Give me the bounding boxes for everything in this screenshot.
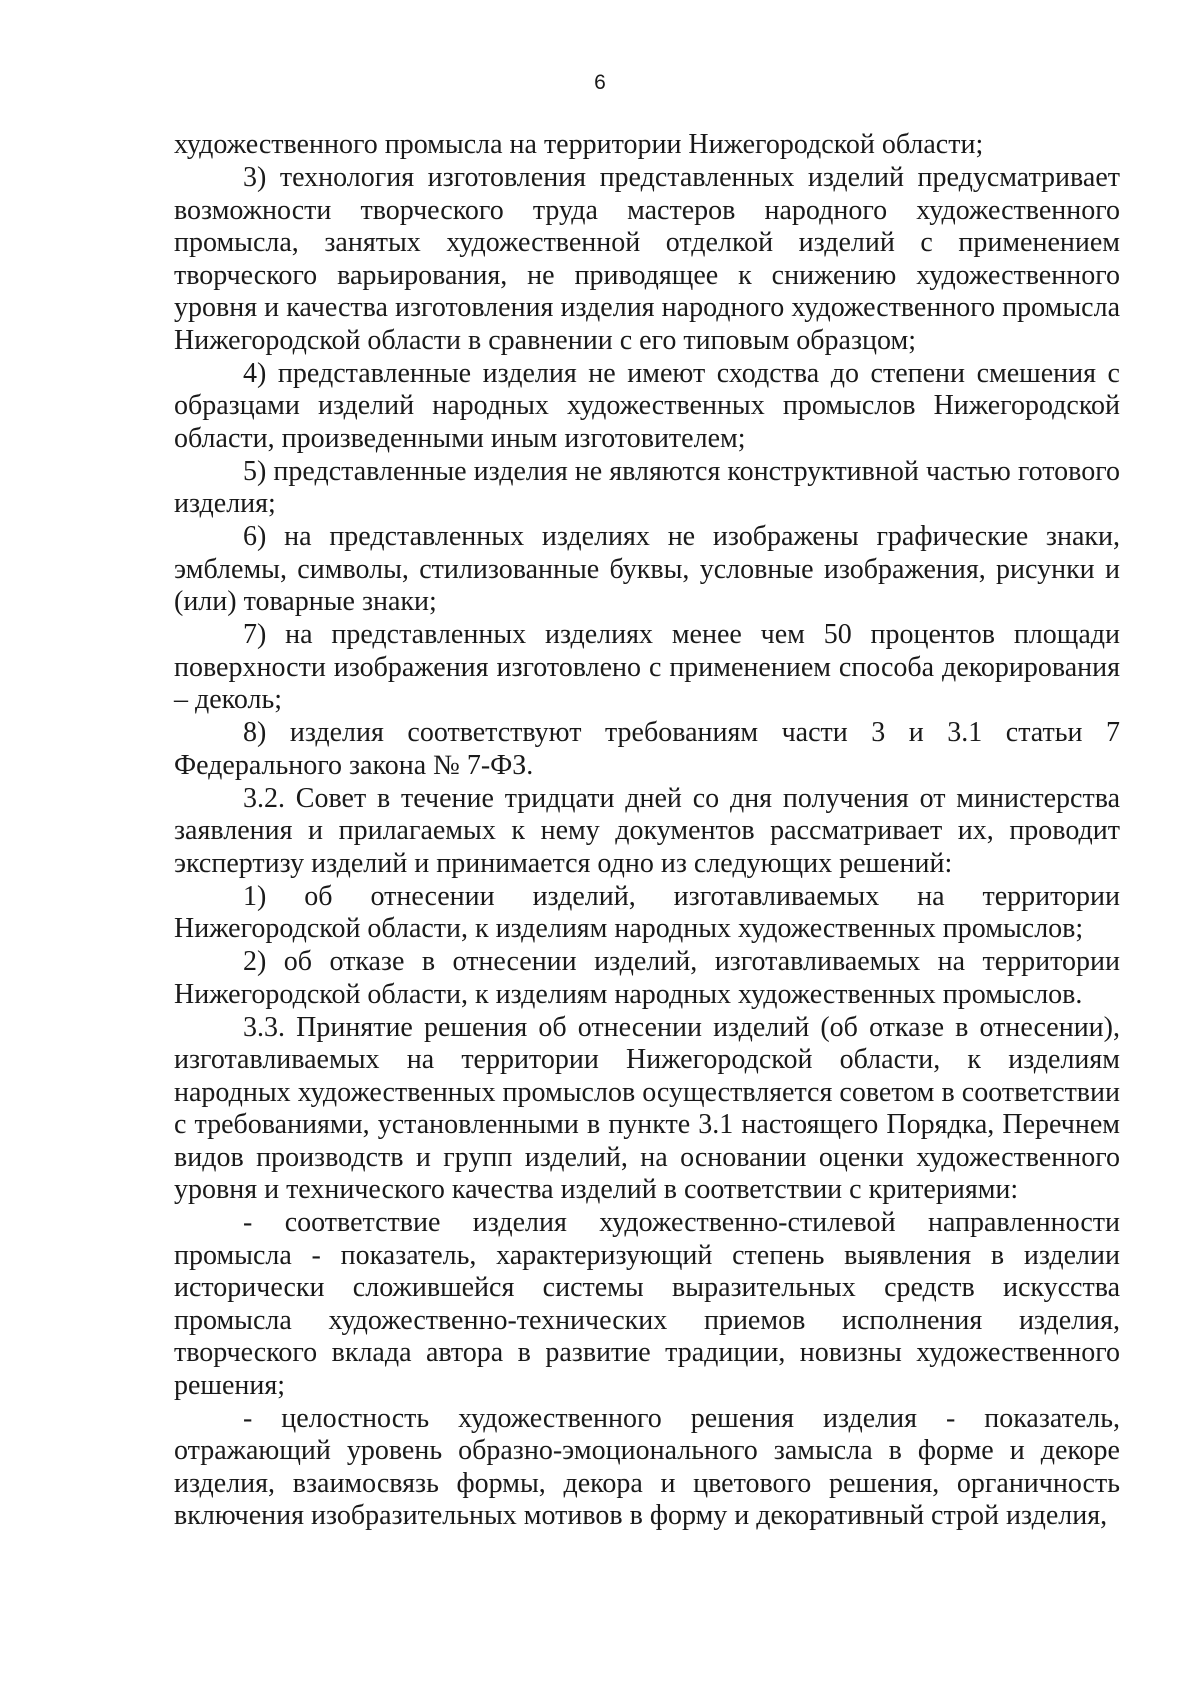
paragraph-item-3: 3) технология изготовления представленных изделий предусматривает возможности творческого труда мастеров народного художественного промысла, занятых художественной отделкой изделий с применением творческого варьирования, не приводящее к снижению художественного уровня и качества изготовления изделия народного художественного промысла Нижегородской области в сравнении с его типовым образцом; <box>174 162 1120 356</box>
paragraph-decision-1: 1) об отнесении изделий, изготавливаемых на территории Нижегородской области, к изделиям народных художественных промыслов; <box>174 880 1120 944</box>
paragraph-continuation: художественного промысла на территории Нижегородской области; <box>174 129 984 160</box>
paragraph-decision-2: 2) об отказе в отнесении изделий, изготавливаемых на территории Нижегородской области, к изделиям народных художественных промыслов. <box>174 946 1120 1010</box>
paragraph-item-8: 8) изделия соответствуют требованиям части 3 и 3.1 статьи 7 Федерального закона № 7-ФЗ. <box>174 717 1120 781</box>
paragraph-criterion-style: - соответствие изделия художественно-стилевой направленности промысла - показатель, характеризующий степень выявления в изделии исторически сложившейся системы выразительных средств искусства промысла художественно-технических приемов исполнения изделия, творческого вклада автора в развитие традиции, новизны художественного решения; <box>174 1207 1120 1401</box>
paragraph-item-4: 4) представленные изделия не имеют сходства до степени смешения с образцами изделий народных художественных промыслов Нижегородской области, произведенными иным изготовителем; <box>174 357 1120 454</box>
document-body <box>174 129 1120 1533</box>
paragraph-criterion-integrity: - целостность художественного решения изделия - показатель, отражающий уровень образно-эмоционального замысла в форме и декоре изделия, взаимосвязь формы, декора и цветового решения, органичность включения изобразительных мотивов в форму и декоративный строй изделия, <box>174 1402 1120 1531</box>
paragraph-item-7: 7) на представленных изделиях менее чем 50 процентов площади поверхности изображения изготовлено с применением способа декорирования – деколь; <box>174 619 1120 715</box>
page-number: 6 <box>594 71 606 94</box>
paragraph-section-3-2: 3.2. Совет в течение тридцати дней со дня получения от министерства заявления и прилагаемых к нему документов рассматривает их, проводит экспертизу изделий и принимается одно из следующих решений: <box>174 782 1120 879</box>
paragraph-item-5: 5) представленные изделия не являются конструктивной частью готового изделия; <box>174 455 1120 519</box>
paragraph-section-3-3: 3.3. Принятие решения об отнесении изделий (об отказе в отнесении), изготавливаемых на территории Нижегородской области, к изделиям народных художественных промыслов осуществляется советом в соответствии с требованиями, установленными в пункте 3.1 настоящего Порядка, Перечнем видов производств и групп изделий, на основании оценки художественного уровня и технического качества изделий в соответствии с критериями: <box>174 1011 1120 1205</box>
paragraph-item-6: 6) на представленных изделиях не изображены графические знаки, эмблемы, символы, стилизованные буквы, условные изображения, рисунки и (или) товарные знаки; <box>174 521 1120 617</box>
